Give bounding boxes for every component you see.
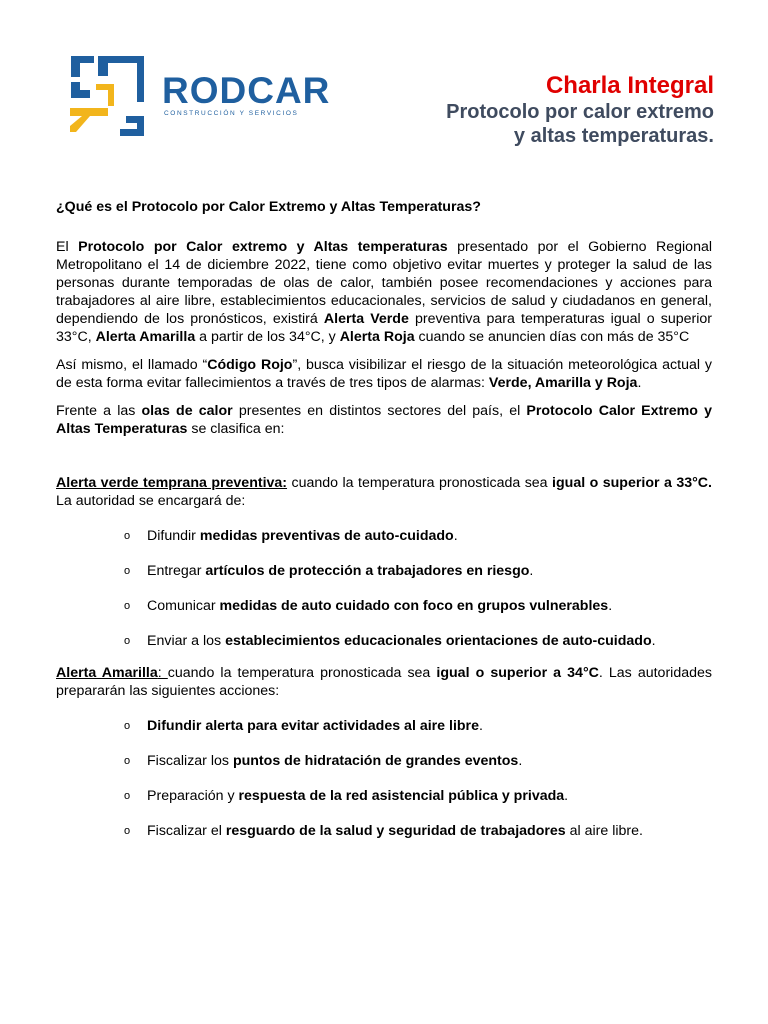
section-question: ¿Qué es el Protocolo por Calor Extremo y Altas Temperaturas? <box>56 199 481 215</box>
list-item: o Fiscalizar los puntos de hidratación de grandes eventos. <box>124 753 523 769</box>
green-alert-paragraph: Alerta verde temprana preventiva: cuando la temperatura pronosticada sea igual o superior a 33°C. La autoridad se encargará de: <box>56 475 712 509</box>
logo-tagline: CONSTRUCCIÓN Y SERVICIOS <box>164 110 299 117</box>
list-item: o Preparación y respuesta de la red asistencial pública y privada. <box>124 788 569 804</box>
yellow-alert-list <box>56 717 712 840</box>
bullet-marker: o <box>124 600 131 612</box>
bullet-marker: o <box>124 755 131 767</box>
bullet-marker: o <box>124 790 131 802</box>
bullet-marker: o <box>124 720 131 732</box>
page-subtitle-line-1: Protocolo por calor extremo <box>446 101 714 123</box>
list-item: o Fiscalizar el resguardo de la salud y seguridad de trabajadores al aire libre. <box>124 823 643 839</box>
list-item: o Difundir medidas preventivas de auto-cuidado. <box>124 528 458 544</box>
codigo-rojo-paragraph: Así mismo, el llamado “Código Rojo”, busca visibilizar el riesgo de la situación meteorológica actual y de esta forma evitar fallecimientos a través de tres tipos de alarmas: Verde, Amarilla y Roja. <box>56 357 712 391</box>
document-header <box>446 72 714 148</box>
document-body <box>56 198 712 840</box>
logo-wordmark: RODCAR <box>162 70 331 111</box>
intro-paragraph: El Protocolo por Calor extremo y Altas temperaturas presentado por el Gobierno Regional Metropolitano el 14 de diciembre 2022, tiene como objetivo evitar muertes y proteger la salud de las personas durante temporadas de olas de calor, también posee recomendaciones y acciones para trabajadores al aire libre, establecimientos educacionales, servicios de salud y ciudadanos en general, dependiendo de los pronósticos, existirá Alerta Verde preventiva para temperaturas igual o superior 33°C, Alerta Amarilla a partir de los 34°C, y Alerta Roja cuando se anuncien días con más de 35°C <box>56 239 712 345</box>
yellow-alert-label: Alerta Amarilla <box>56 665 158 681</box>
list-item: o Difundir alerta para evitar actividades al aire libre. <box>124 718 483 734</box>
bullet-marker: o <box>124 565 131 577</box>
page-title: Charla Integral <box>545 72 714 99</box>
rodcar-logo <box>68 56 331 136</box>
bullet-marker: o <box>124 825 131 837</box>
classification-paragraph: Frente a las olas de calor presentes en distintos sectores del país, el Protocolo Calor Extremo y Altas Temperaturas se clasifica en: <box>56 403 712 437</box>
list-item: o Entregar artículos de protección a trabajadores en riesgo. <box>124 563 534 579</box>
yellow-alert-paragraph: Alerta Amarilla: cuando la temperatura pronosticada sea igual o superior a 34°C. Las autoridades prepararán las siguientes acciones: <box>56 665 712 699</box>
logo-mark-icon <box>68 56 150 136</box>
green-alert-label: Alerta verde temprana preventiva: <box>56 475 288 491</box>
page-subtitle-line-2: y altas temperaturas. <box>513 125 714 147</box>
bullet-marker: o <box>124 635 131 647</box>
list-item: o Enviar a los establecimientos educacionales orientaciones de auto-cuidado. <box>124 633 656 649</box>
bullet-marker: o <box>124 530 131 542</box>
list-item: o Comunicar medidas de auto cuidado con foco en grupos vulnerables. <box>124 598 613 614</box>
green-alert-list <box>56 527 712 650</box>
